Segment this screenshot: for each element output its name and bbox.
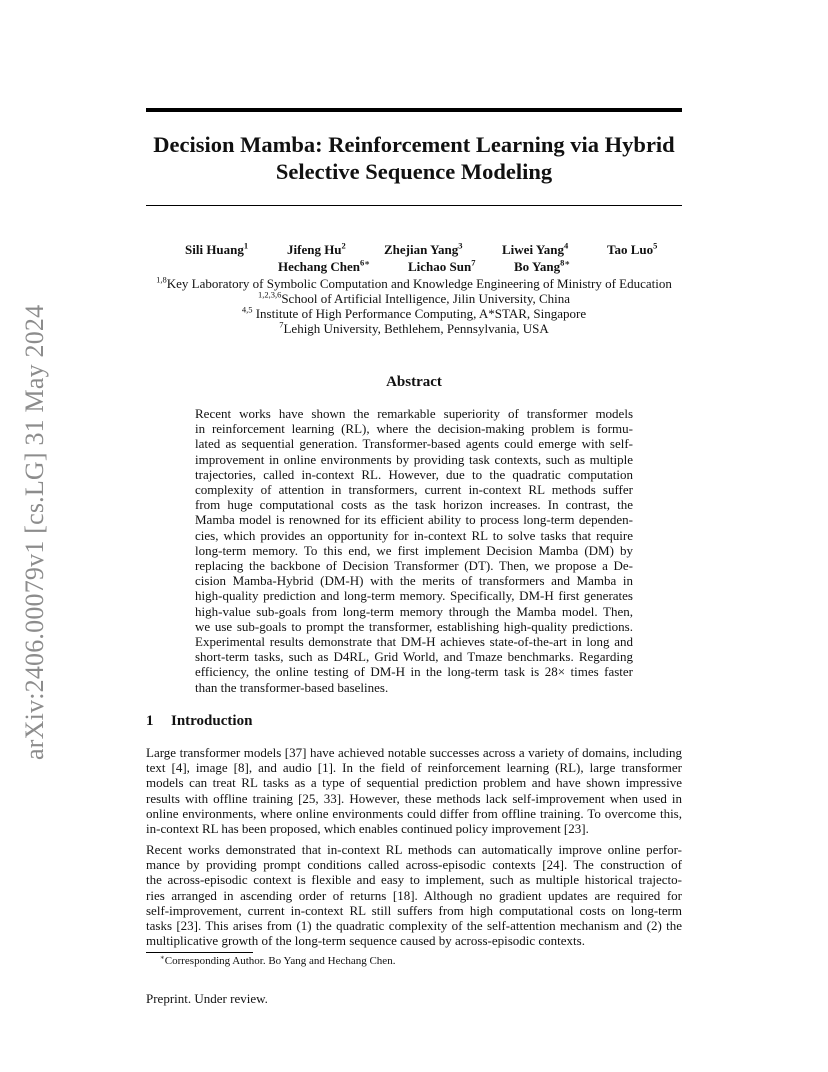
text-line: results with offline training [25, 33]. However, these methods lack self-improvement when used in — [146, 790, 682, 806]
intro-paragraph-2 — [146, 842, 682, 948]
abstract-heading: Abstract — [386, 374, 442, 390]
section-title: Introduction — [171, 713, 253, 729]
abstract-line: cies, which provides an opportunity for in-context RL to solve tasks that require — [195, 527, 633, 543]
arxiv-identifier: arXiv:2406.00079v1 [cs.LG] 31 May 2024 — [20, 304, 49, 760]
author-row-2 — [146, 259, 682, 277]
text-line: self-improvement, current in-context RL still suffers from high computational costs on long-term — [146, 902, 682, 918]
author: Liwei Yang$^4$ — [502, 240, 569, 257]
title-bottom-rule — [146, 205, 682, 206]
abstract-line: high-value sub-goals from long-term memory through the Mamba model. Then, — [195, 603, 633, 619]
abstract-line: we use sub-goals to prompt the transformer, establishing high-quality predictions. — [195, 618, 633, 634]
text-line: in-context RL has been proposed, which enables continued policy improvement [23]. — [146, 821, 589, 837]
abstract-line: short-term tasks, such as D4RL, Grid World, and Tmaze benchmarks. Regarding — [195, 649, 633, 665]
text-line: text [4], image [8], and audio [1]. In the field of reinforcement learning (RL), large transformer — [146, 760, 682, 776]
abstract-line: from huge computational costs as the task horizon increases. In contrast, the — [195, 497, 633, 513]
abstract-line: cision Mamba-Hybrid (DM-H) with the merits of transformers and Mamba in — [195, 573, 633, 589]
abstract-line: than the transformer-based baselines. — [195, 679, 389, 695]
author: Jifeng Hu$^2$ — [287, 240, 346, 257]
abstract-line: replacing the backbone of Decision Transformer (DT). Then, we propose a De- — [195, 558, 633, 574]
intro-paragraph-1 — [146, 745, 682, 836]
paper-title — [146, 131, 682, 185]
abstract-line: efficiency, the online testing of DM-H in the long-term task is 28× times faster — [195, 664, 633, 680]
author: Zhejian Yang$^3$ — [384, 240, 463, 257]
text-line: the across-episodic context is flexible and easy to implement, such as multiple historical trajecto- — [146, 872, 682, 888]
abstract-line: long-term memory. To this end, we first implement Decision Mamba (DM) by — [195, 542, 633, 558]
abstract-line: in reinforcement learning (RL), where the decision-making problem is formu- — [195, 421, 633, 437]
section-heading-introduction — [146, 713, 252, 730]
text-line: ries arranged in ascending order of returns [18]. Although no gradient updates are required for — [146, 887, 682, 903]
title-line-1: Decision Mamba: Reinforcement Learning via Hybrid — [153, 132, 675, 157]
title-line-2: Selective Sequence Modeling — [275, 159, 553, 184]
abstract-line: complexity of attention in transformers, current in-context RL methods suffer — [195, 482, 633, 498]
footnote-mark: ∗ — [160, 953, 165, 962]
section-number: 1 — [146, 713, 154, 729]
text-line: multiplicative growth of the long-term sequence caused by across-episodic contexts. — [146, 933, 585, 949]
footnote — [160, 955, 395, 967]
footnote-text: Corresponding Author. Bo Yang and Hechang Chen. — [164, 955, 396, 967]
text-line: tasks [23]. This arises from (1) the quadratic complexity of the self-attention mechanism and (2) the — [146, 918, 682, 934]
affiliation: $^{1,8}$Key Laboratory of Symbolic Computation and Knowledge Engineering of Ministry of Education — [156, 274, 672, 291]
author-row-1 — [146, 242, 682, 260]
abstract-line: improvement in online environments by providing task contexts, such as multiple — [195, 451, 633, 467]
title-top-rule — [146, 108, 682, 112]
abstract-line: Mamba model is renowned for its efficient ability to process long-term dependen- — [195, 512, 633, 528]
text-line: mance by providing prompt conditions called across-episodic contexts [24]. The construction of — [146, 857, 682, 873]
abstract-line: trajectories, called in-context RL. However, due to the quadratic computation — [195, 466, 633, 482]
author: Bo Yang$^{8∗}$ — [514, 257, 571, 274]
text-line: models can treat RL tasks as a type of sequential prediction problem and have shown impressive — [146, 775, 682, 791]
text-line: online environments, where online environments could differ from offline training. To overcome this, — [146, 805, 682, 821]
author: Lichao Sun$^7$ — [408, 257, 476, 274]
author: Sili Huang$^1$ — [185, 240, 249, 257]
abstract-line: Experimental results demonstrate that DM-H achieves state-of-the-art in long and — [195, 634, 633, 650]
abstract-line: high-quality prediction and long-term memory. Specifically, DM-H first generates — [195, 588, 633, 604]
abstract-line: lated as sequential generation. Transformer-based agents could emerge with self- — [195, 436, 633, 452]
abstract-line: Recent works have shown the remarkable superiority of transformer models — [195, 406, 633, 421]
affiliation: $^{4,5}$ Institute of High Performance Computing, A*STAR, Singapore — [241, 304, 587, 321]
author: Tao Luo$^5$ — [607, 240, 658, 257]
affiliation: $^7$Lehigh University, Bethlehem, Pennsylvania, USA — [279, 319, 549, 336]
abstract-body — [195, 406, 633, 695]
affiliation: $^{1,2,3,6}$School of Artificial Intelligence, Jilin University, China — [257, 289, 571, 306]
text-line: Large transformer models [37] have achieved notable successes across a variety of domains, including — [146, 745, 682, 760]
preprint-note: Preprint. Under review. — [146, 991, 268, 1006]
author: Hechang Chen$^{6∗}$ — [278, 257, 371, 274]
text-line: Recent works demonstrated that in-context RL methods can automatically improve online perfor- — [146, 842, 682, 857]
